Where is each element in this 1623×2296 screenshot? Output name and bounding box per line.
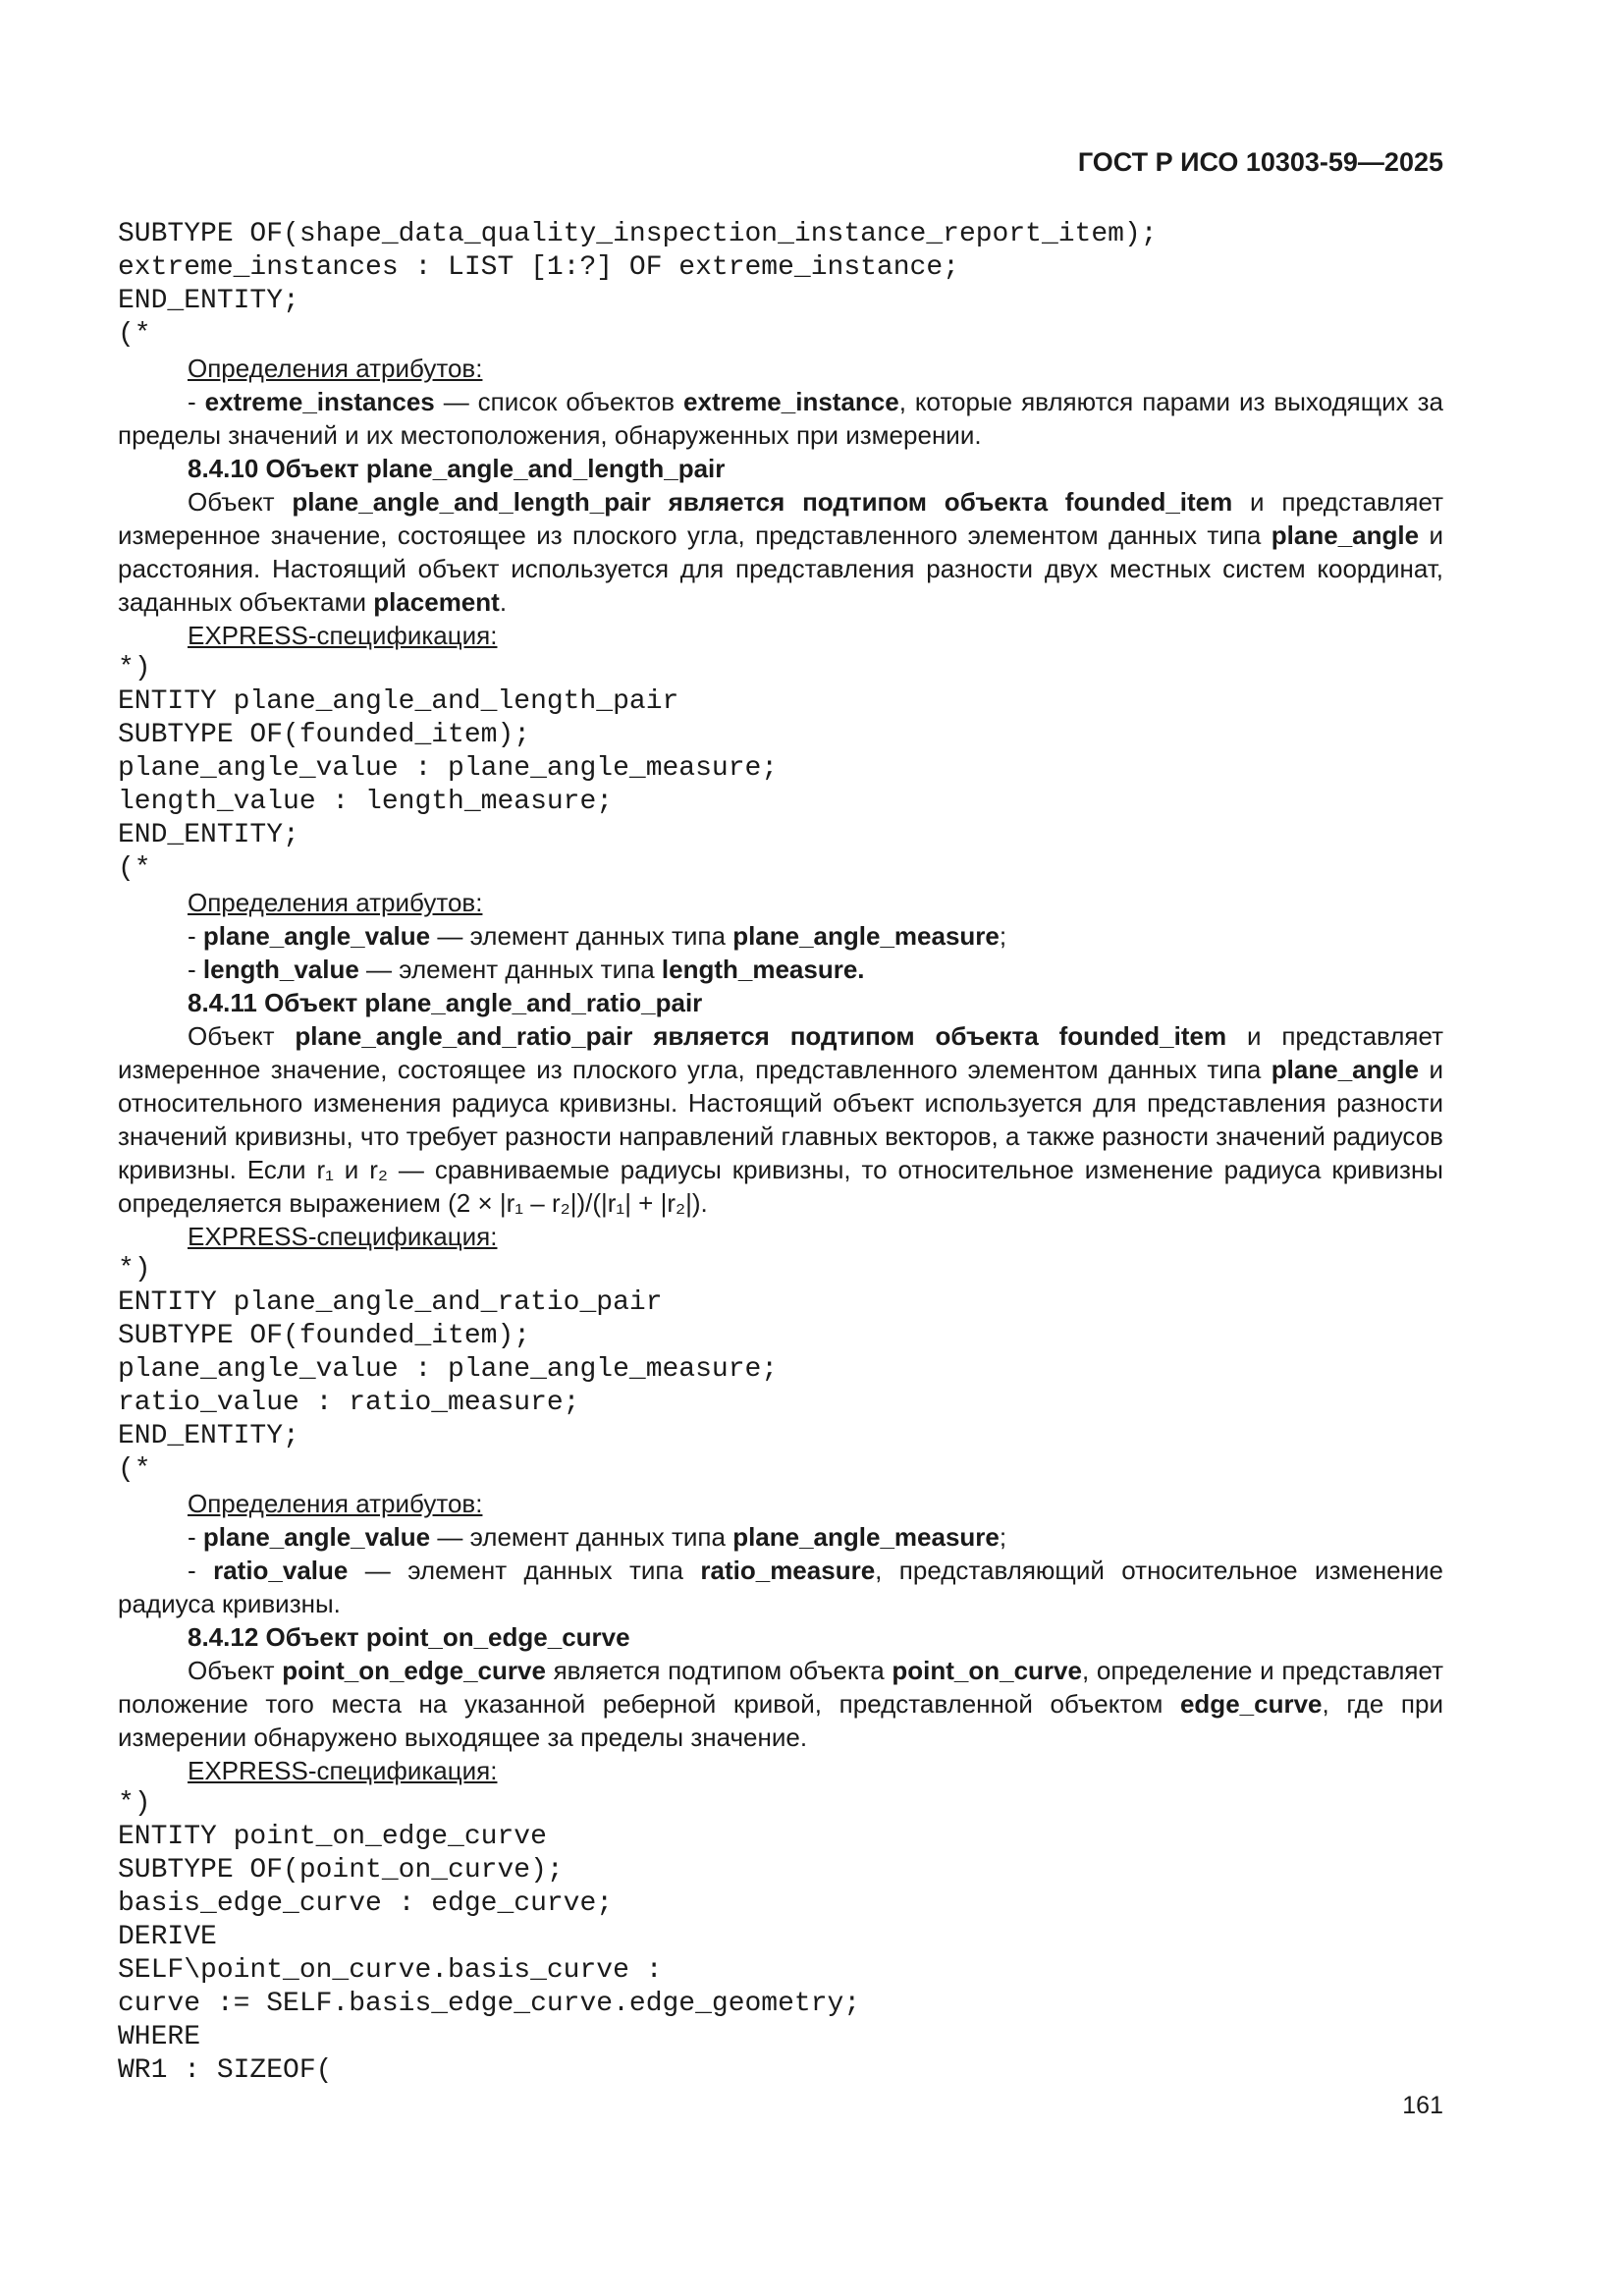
text-run: . <box>499 587 508 617</box>
text-run: и расстояния. Настоящий объект используется для представления разности двух местных систем координат, заданных объектами <box>118 520 1444 617</box>
express-code-line: ENTITY point_on_edge_curve <box>118 1822 547 1852</box>
bold-term: plane_angle_value <box>202 1522 431 1552</box>
express-code-line: plane_angle_value : plane_angle_measure; <box>118 753 779 784</box>
express-code-line: ENTITY plane_angle_and_ratio_pair <box>118 1287 663 1318</box>
express-code-line: extreme_instances : LIST [1:?] OF extreme_instance; <box>118 252 959 283</box>
section-label: EXPRESS-спецификация: <box>188 621 498 650</box>
bold-term: plane_angle_measure <box>732 1522 1000 1552</box>
text-run: является подтипом объекта <box>545 1656 893 1685</box>
section-label: Определения атрибутов: <box>188 888 483 917</box>
paragraph <box>118 953 1443 986</box>
text-run: и представляет измеренное значение, состоящее из плоского угла, представленного элементом данных типа <box>118 487 1444 550</box>
paragraph <box>118 1554 1443 1620</box>
text-run: ; <box>999 1522 1007 1552</box>
standard-designation: ГОСТ Р ИСО 10303-59—2025 <box>1077 147 1443 177</box>
text-run: — элемент данных типа <box>348 1556 701 1585</box>
express-code-line: DERIVE <box>118 1922 217 1952</box>
express-code-line: WHERE <box>118 2022 201 2052</box>
bold-term: placement <box>373 587 500 617</box>
express-code-line: END_ENTITY; <box>118 286 299 316</box>
bold-term: point_on_edge_curve <box>282 1656 546 1685</box>
text-run: — элемент данных типа <box>430 921 733 951</box>
text-run: и относительного изменения радиуса кривизны. Настоящий объект используется для представления разности значений кривизны, что требует разности направлений главных векторов, а также разности значений радиусов кривизны. Если r₁ и r₂ — сравниваемые радиусы кривизны, то относительное изменение радиуса кривизны определяется выражением (2 × |r₁ – r₂|)/(|r₁| + |r₂|). <box>118 1055 1444 1218</box>
section-label: Определения атрибутов: <box>188 1489 483 1518</box>
express-code-line: plane_angle_value : plane_angle_measure; <box>118 1354 779 1385</box>
section-label: Определения атрибутов: <box>188 354 483 383</box>
text-run: Объект <box>188 1021 296 1051</box>
document-body <box>118 218 1443 2088</box>
express-code-line: curve := SELF.basis_edge_curve.edge_geometry; <box>118 1989 861 2019</box>
bold-term: extreme_instance <box>683 387 899 416</box>
text-run: - <box>188 1556 214 1585</box>
bold-term: length_measure. <box>661 955 865 984</box>
express-code-line: *) <box>118 1788 151 1819</box>
bold-term: length_value <box>202 955 359 984</box>
page-number <box>1402 2092 1443 2120</box>
text-run: - <box>188 387 205 416</box>
paragraph <box>118 1654 1443 1754</box>
express-code-line: (* <box>118 319 151 350</box>
text-run: , определение и представляет положение того места на указанной реберной кривой, представленной объектом <box>118 1656 1443 1719</box>
text-run: Объект <box>188 1656 283 1685</box>
express-code-line: ENTITY plane_angle_and_length_pair <box>118 686 679 717</box>
page-number-text: 161 <box>1402 2092 1443 2119</box>
section-heading: 8.4.10 Объект plane_angle_and_length_pair <box>188 454 726 483</box>
text-run: — элемент данных типа <box>358 955 662 984</box>
text-run: и представляет измеренное значение, состоящее из плоского угла, представленного элементом данных типа <box>118 1021 1443 1084</box>
text-run: ; <box>999 921 1007 951</box>
bold-term: plane_angle <box>1271 520 1420 550</box>
text-run: - <box>188 1522 203 1552</box>
bold-term: ratio_value <box>213 1556 349 1585</box>
text-run: , где при измерении обнаружено выходящее за пределы значение. <box>118 1689 1443 1752</box>
text-run: , которые являются парами из выходящих за пределы значений и их местоположения, обнаруженных при измерении. <box>118 387 1443 450</box>
section-label-line <box>118 352 1443 385</box>
document-header <box>1078 147 1443 178</box>
bold-term: point_on_curve <box>892 1656 1082 1685</box>
paragraph <box>118 919 1443 953</box>
section-heading: 8.4.12 Объект point_on_edge_curve <box>188 1622 630 1652</box>
bold-term: plane_angle <box>1271 1055 1420 1084</box>
bold-term: plane_angle_value <box>202 921 431 951</box>
section-label-line <box>118 1754 1443 1787</box>
paragraph <box>118 1520 1443 1554</box>
section-label-line <box>118 619 1443 652</box>
express-code-line: length_value : length_measure; <box>118 787 614 817</box>
paragraph <box>118 1019 1443 1220</box>
paragraph <box>118 485 1443 619</box>
express-code-line: SUBTYPE OF(founded_item); <box>118 1321 531 1351</box>
section-label: EXPRESS-спецификация: <box>188 1756 498 1785</box>
express-code-line: SUBTYPE OF(point_on_curve); <box>118 1855 564 1886</box>
express-code-line: END_ENTITY; <box>118 820 299 850</box>
express-code-line: SELF\point_on_curve.basis_curve : <box>118 1955 663 1986</box>
section-label-line <box>118 886 1443 919</box>
express-code-line: (* <box>118 853 151 884</box>
section-label-line <box>118 1220 1443 1253</box>
section-label: EXPRESS-спецификация: <box>188 1222 498 1251</box>
section-label-line <box>118 1487 1443 1520</box>
express-code-line: END_ENTITY; <box>118 1421 299 1451</box>
express-code-line: (* <box>118 1454 151 1485</box>
express-code-line: SUBTYPE OF(shape_data_quality_inspection_instance_report_item); <box>118 219 1158 249</box>
express-code-line: WR1 : SIZEOF( <box>118 2055 333 2086</box>
bold-term: plane_angle_and_ratio_pair является подтипом объекта founded_item <box>295 1021 1227 1051</box>
bold-term: extreme_instances <box>204 387 435 416</box>
bold-term: ratio_measure <box>700 1556 876 1585</box>
paragraph <box>118 385 1443 452</box>
express-code-line: basis_edge_curve : edge_curve; <box>118 1888 614 1919</box>
text-run: — список объектов <box>434 387 684 416</box>
bold-term: plane_angle_measure <box>732 921 1000 951</box>
express-code-line: *) <box>118 1254 151 1285</box>
text-run: - <box>188 921 203 951</box>
section-heading: 8.4.11 Объект plane_angle_and_ratio_pair <box>188 988 703 1017</box>
text-run: , представляющий относительное изменение радиуса кривизны. <box>118 1556 1443 1618</box>
text-run: - <box>188 955 203 984</box>
bold-term: plane_angle_and_length_pair является подтипом объекта founded_item <box>292 487 1233 517</box>
express-code-line: ratio_value : ratio_measure; <box>118 1388 580 1418</box>
text-run: Объект <box>188 487 293 517</box>
express-code-line: SUBTYPE OF(founded_item); <box>118 720 531 750</box>
bold-term: edge_curve <box>1179 1689 1323 1719</box>
text-run: — элемент данных типа <box>430 1522 733 1552</box>
express-code-line: *) <box>118 653 151 683</box>
